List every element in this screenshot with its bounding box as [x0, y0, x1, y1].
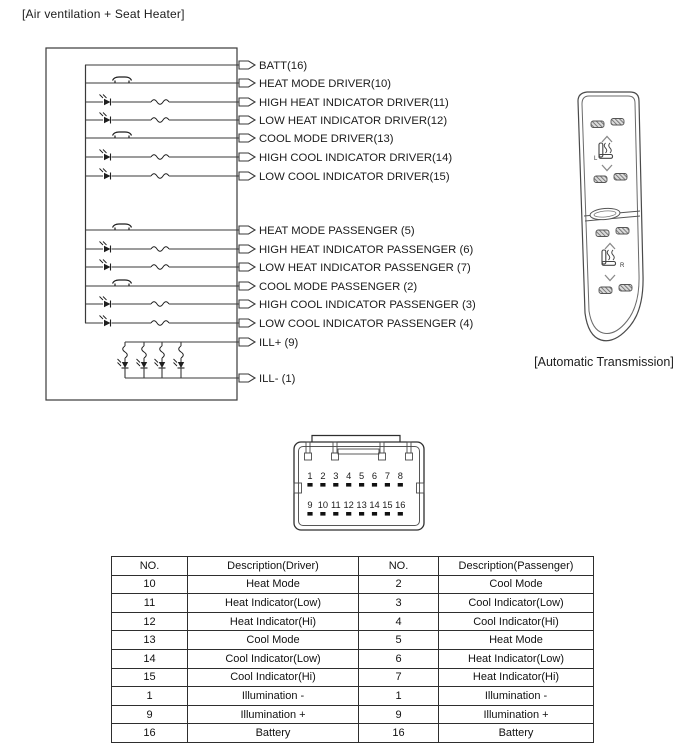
resistor-symbol: [151, 174, 169, 179]
indicator-pill: [594, 176, 607, 183]
pin-contact: [385, 512, 390, 516]
pin-label: HEAT MODE DRIVER(10): [259, 78, 392, 90]
table-cell: Battery: [188, 724, 359, 743]
pin-row: [85, 224, 415, 237]
led-arrows: [100, 242, 107, 246]
pin-row: [85, 132, 394, 145]
table-cell: Illumination +: [439, 705, 594, 724]
pin-connector-icon: [239, 153, 255, 161]
pin-number: 15: [382, 500, 393, 510]
resistor-symbol: [151, 100, 169, 105]
latch-foot: [406, 453, 413, 460]
seat-base: [599, 155, 613, 159]
pin-label: ILL+ (9): [259, 337, 299, 349]
table-cell: 2: [359, 575, 439, 594]
led-arrows: [100, 260, 107, 264]
pin-contact: [372, 512, 377, 516]
pin-connector-icon: [239, 61, 255, 69]
indicator-pill: [614, 174, 627, 181]
seat-heater-icon: [602, 250, 625, 269]
pin-contact: [307, 483, 312, 487]
table-cell: 7: [359, 668, 439, 687]
resistor-symbol: [160, 346, 165, 358]
pin-row: [85, 297, 476, 312]
led-arrows: [100, 316, 107, 320]
latch-post: [407, 442, 411, 453]
table-row: [112, 649, 594, 668]
seat-side-letter: L: [594, 156, 598, 162]
pin-number: 1: [307, 471, 313, 481]
pin-number: 6: [371, 471, 378, 481]
table-row: [112, 705, 594, 724]
table-cell: Cool Mode: [188, 631, 359, 650]
pin-connector-icon: [239, 300, 255, 308]
resistor-symbol: [151, 265, 169, 270]
pin-label: HIGH HEAT INDICATOR DRIVER(11): [259, 97, 449, 109]
table-cell: Cool Mode: [439, 575, 594, 594]
latch-post: [306, 442, 310, 453]
table-cell: Cool Indicator(Low): [188, 649, 359, 668]
pin-number: 11: [330, 500, 341, 510]
table-cell: Heat Mode: [188, 575, 359, 594]
table-cell: Heat Indicator(Low): [439, 649, 594, 668]
indicator-pill: [591, 121, 604, 128]
pin-contact: [333, 483, 338, 487]
led-arrows: [100, 169, 107, 173]
led-arrows: [174, 359, 178, 366]
pin-contact: [346, 483, 351, 487]
table-cell: Cool Indicator(Hi): [439, 612, 594, 631]
pin-contact: [398, 512, 403, 516]
pin-label: HIGH COOL INDICATOR PASSENGER (3): [259, 299, 476, 311]
latch-foot: [332, 453, 339, 460]
led-arrows: [118, 359, 122, 366]
table-cell: 5: [359, 631, 439, 650]
table-cell: Battery: [439, 724, 594, 743]
pin-number: 8: [397, 471, 403, 481]
pin-number: 14: [369, 500, 380, 510]
table-cell: 3: [359, 594, 439, 613]
pin-connector-icon: [239, 374, 255, 382]
latch-post: [333, 442, 337, 453]
pin-number: 16: [395, 500, 406, 510]
led-symbol: [159, 362, 165, 368]
heat-waves: [607, 250, 614, 260]
pin-row: [85, 60, 307, 72]
pin-number: 5: [359, 471, 365, 481]
side-notch-left: [294, 483, 302, 493]
header-cell: NO.: [112, 557, 188, 576]
led-arrows: [100, 113, 107, 117]
resistor-symbol: [151, 302, 169, 307]
pin-connector-icon: [239, 172, 255, 180]
pin-contact: [359, 512, 364, 516]
pin-label: LOW HEAT INDICATOR PASSENGER (7): [259, 262, 471, 274]
pin-number: 3: [333, 471, 339, 481]
side-notch-right: [417, 483, 425, 493]
pin-contact: [333, 512, 338, 516]
table-row: [112, 724, 594, 743]
pin-contact: [398, 483, 403, 487]
pin-number: 12: [343, 500, 354, 510]
latch-post: [380, 442, 384, 453]
latch-foot: [305, 453, 312, 460]
seat-side-letter: R: [620, 263, 625, 269]
pin-number: 13: [356, 500, 367, 510]
pin-connector-icon: [239, 245, 255, 253]
header-cell: Description(Driver): [188, 557, 359, 576]
pin-row: [85, 95, 449, 110]
pin-number: 10: [317, 500, 329, 510]
table-cell: 10: [112, 575, 188, 594]
pin-connector-icon: [239, 338, 255, 346]
pin-label: HEAT MODE PASSENGER (5): [259, 225, 415, 237]
table-cell: Cool Indicator(Hi): [188, 668, 359, 687]
pin-row: [125, 337, 298, 349]
pin-number: 2: [320, 471, 326, 481]
pin-contact: [320, 483, 325, 487]
indicator-pill: [611, 119, 624, 126]
pin-row: [85, 316, 473, 331]
pin-label: LOW COOL INDICATOR PASSENGER (4): [259, 318, 474, 330]
pin-number: 7: [384, 471, 390, 481]
resistor-symbol: [123, 346, 128, 358]
pin-contact: [385, 483, 390, 487]
resistor-symbol: [151, 118, 169, 123]
indicator-pill: [616, 228, 629, 235]
pin-contact: [307, 512, 312, 516]
chevron-icon: [602, 165, 612, 171]
pin-label: COOL MODE DRIVER(13): [259, 133, 394, 145]
latch-bridge: [338, 449, 379, 454]
led-symbol: [104, 301, 111, 307]
push-switch-symbol: [113, 280, 132, 286]
indicator-pill: [619, 285, 632, 292]
top-latch-tab: [312, 436, 400, 443]
led-symbol: [104, 99, 111, 105]
led-symbol: [104, 117, 111, 123]
led-arrows: [100, 150, 107, 154]
table-row: [112, 575, 594, 594]
table-cell: Heat Indicator(Hi): [439, 668, 594, 687]
table-cell: 9: [359, 705, 439, 724]
indicator-pill: [596, 230, 609, 237]
wiring-diagram: [0, 40, 545, 420]
pin-label: HIGH HEAT INDICATOR PASSENGER (6): [259, 244, 474, 256]
component-outline-box: [46, 48, 237, 400]
resistor-symbol: [151, 155, 169, 160]
table-row: [112, 631, 594, 650]
table-cell: 1: [112, 687, 188, 706]
table-cell: 11: [112, 594, 188, 613]
header-cell: NO.: [359, 557, 439, 576]
pin-row: [85, 77, 391, 90]
table-row: [112, 612, 594, 631]
table-cell: 9: [112, 705, 188, 724]
led-arrows: [100, 95, 107, 99]
led-symbol: [122, 362, 128, 368]
led-symbol: [104, 173, 111, 179]
led-arrows: [155, 359, 159, 366]
resistor-symbol: [151, 321, 169, 326]
push-switch-symbol: [113, 224, 132, 230]
table-row: [112, 668, 594, 687]
pin-row: [85, 169, 450, 184]
pin-connector-icon: [239, 226, 255, 234]
led-arrows: [137, 359, 141, 366]
led-symbol: [104, 320, 111, 326]
table-cell: 1: [359, 687, 439, 706]
table-row: [112, 594, 594, 613]
chevron-icon: [602, 137, 612, 143]
table-cell: Heat Indicator(Hi): [188, 612, 359, 631]
connector-illustration: [285, 433, 435, 537]
push-switch-symbol: [113, 132, 132, 138]
table-cell: Illumination +: [188, 705, 359, 724]
table-cell: 12: [112, 612, 188, 631]
seat-switch-illustration: [558, 85, 698, 353]
pin-connector-icon: [239, 319, 255, 327]
pin-label: COOL MODE PASSENGER (2): [259, 281, 418, 293]
pin-label: ILL- (1): [259, 373, 296, 385]
led-arrows: [100, 297, 107, 301]
chevron-icon: [605, 275, 615, 281]
pin-label: LOW HEAT INDICATOR DRIVER(12): [259, 115, 448, 127]
table-cell: Illumination -: [188, 687, 359, 706]
table-cell: 13: [112, 631, 188, 650]
table-cell: Heat Mode: [439, 631, 594, 650]
latch-foot: [379, 453, 386, 460]
pin-connector-icon: [239, 282, 255, 290]
table-row: [112, 687, 594, 706]
table-cell: 14: [112, 649, 188, 668]
pin-row: [85, 113, 447, 128]
table-cell: Cool Indicator(Low): [439, 594, 594, 613]
led-symbol: [178, 362, 184, 368]
led-symbol: [104, 246, 111, 252]
resistor-symbol: [142, 346, 147, 358]
header-cell: Description(Passenger): [439, 557, 594, 576]
pin-label: BATT(16): [259, 60, 308, 72]
table-cell: 6: [359, 649, 439, 668]
table-header-row: [112, 557, 594, 576]
push-switch-symbol: [113, 77, 132, 83]
pin-row: [85, 242, 473, 257]
pin-connector-icon: [239, 116, 255, 124]
pin-connector-icon: [239, 134, 255, 142]
pin-connector-icon: [239, 98, 255, 106]
indicator-pill: [599, 287, 612, 294]
table-cell: 4: [359, 612, 439, 631]
seat-heater-icon: [594, 143, 613, 162]
resistor-symbol: [179, 346, 184, 358]
seat-base: [602, 262, 616, 266]
pin-label: HIGH COOL INDICATOR DRIVER(14): [259, 152, 453, 164]
pin-label: LOW COOL INDICATOR DRIVER(15): [259, 171, 450, 183]
table-cell: Heat Indicator(Low): [188, 594, 359, 613]
pin-row: [85, 150, 452, 165]
pin-contact: [346, 512, 351, 516]
pin-number: 4: [346, 471, 352, 481]
led-symbol: [104, 154, 111, 160]
transmission-label: [Automatic Transmission]: [534, 355, 674, 369]
page-title: [Air ventilation + Seat Heater]: [22, 7, 185, 21]
pin-connector-icon: [239, 263, 255, 271]
led-symbol: [104, 264, 111, 270]
illumination-network: [118, 342, 185, 378]
table-cell: Illumination -: [439, 687, 594, 706]
pin-row: [85, 260, 471, 275]
pin-description-table: [111, 556, 594, 743]
chevron-icon: [605, 244, 615, 250]
heat-waves: [604, 143, 611, 153]
table-cell: 16: [359, 724, 439, 743]
pin-contact: [372, 483, 377, 487]
pin-row: [125, 373, 296, 385]
pin-number: 9: [307, 500, 313, 510]
pin-contact: [359, 483, 364, 487]
pin-contact: [320, 512, 325, 516]
table-cell: 15: [112, 668, 188, 687]
resistor-symbol: [151, 247, 169, 252]
pin-row: [85, 280, 417, 293]
pin-connector-icon: [239, 79, 255, 87]
led-symbol: [141, 362, 147, 368]
table-cell: 16: [112, 724, 188, 743]
